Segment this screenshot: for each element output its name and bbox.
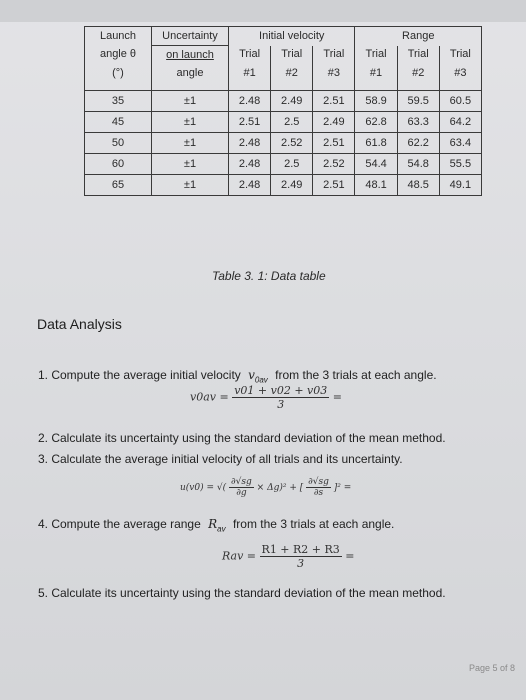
header-trial-number: #2: [271, 64, 313, 82]
formula-uncertainty: [180, 477, 351, 498]
cell-velocity: 2.51: [313, 175, 355, 196]
cell-velocity: 2.52: [313, 154, 355, 175]
header-trial-number: #1: [229, 64, 271, 82]
table-header-row: [85, 64, 482, 82]
cell-angle: 35: [85, 91, 152, 112]
header-trial-word: Trial: [355, 46, 397, 65]
formula-2-mid: × Δg)² + [: [256, 483, 304, 493]
table-caption: Table 3. 1: Data table: [212, 269, 326, 283]
step-4-subscript: av: [217, 524, 226, 534]
formula-1-fraction: [232, 384, 329, 411]
cell-range: 48.1: [355, 175, 397, 196]
formula-2-term2-num: ∂√sg: [308, 477, 329, 487]
formula-2-term1: [229, 477, 254, 498]
formula-1-lhs: v0av =: [190, 390, 229, 404]
cell-velocity: 2.51: [313, 91, 355, 112]
step-1-end: from the 3 trials at each angle.: [275, 368, 437, 382]
step-4-text: 4. Compute the average range: [38, 517, 201, 531]
header-trial-word: Trial: [397, 46, 439, 65]
cell-range: 54.4: [355, 154, 397, 175]
formula-3-fraction: [260, 543, 342, 570]
step-4-symbol: R: [208, 517, 218, 531]
table-row: [85, 175, 482, 196]
cell-uncertainty: ±1: [152, 154, 229, 175]
cell-range: 58.9: [355, 91, 397, 112]
cell-velocity: 2.48: [229, 133, 271, 154]
header-trial-word: Trial: [229, 46, 271, 65]
formula-3-lhs: Rav =: [222, 549, 257, 563]
cell-range: 63.3: [397, 112, 439, 133]
header-launch-3: (°): [85, 64, 152, 82]
step-5: 5. Calculate its uncertainty using the standard deviation of the mean method.: [38, 586, 446, 600]
step-4-end: from the 3 trials at each angle.: [232, 517, 395, 531]
formula-average-range: [222, 543, 355, 570]
step-1-symbol: v: [248, 368, 255, 382]
table-row: [85, 91, 482, 112]
header-range: Range: [355, 27, 482, 46]
header-uncertainty-1: Uncertainty: [152, 27, 229, 46]
header-trial-word: Trial: [439, 46, 481, 65]
cell-velocity: 2.5: [271, 112, 313, 133]
cell-uncertainty: ±1: [152, 175, 229, 196]
cell-range: 62.8: [355, 112, 397, 133]
header-launch-1: Launch: [85, 27, 152, 46]
header-trial-number: #2: [397, 64, 439, 82]
formula-3-numerator: R1 + R2 + R3: [261, 543, 340, 556]
table-spacer-row: [85, 82, 482, 91]
formula-3-tail: =: [345, 549, 355, 563]
cell-velocity: 2.49: [313, 112, 355, 133]
cell-velocity: 2.48: [229, 154, 271, 175]
page-number: Page 5 of 8: [469, 663, 516, 673]
header-uncertainty-2: on launch: [152, 46, 229, 65]
formula-2-term1-num: ∂√sg: [231, 477, 252, 487]
formula-2-term2: [306, 477, 331, 498]
cell-range: 61.8: [355, 133, 397, 154]
formula-1-numerator: v01 + v02 + v03: [234, 384, 328, 397]
header-trial-word: Trial: [271, 46, 313, 65]
previous-page-edge: [0, 0, 526, 22]
cell-velocity: 2.51: [229, 112, 271, 133]
table-row: [85, 112, 482, 133]
table-row: [85, 133, 482, 154]
cell-angle: 50: [85, 133, 152, 154]
section-title: Data Analysis: [37, 316, 122, 332]
formula-2-lhs: u(v0) = √(: [180, 483, 227, 493]
cell-range: 48.5: [397, 175, 439, 196]
formula-1-tail: =: [332, 390, 342, 404]
header-trial-number: #3: [439, 64, 481, 82]
cell-range: 59.5: [397, 91, 439, 112]
formula-average-velocity: [190, 384, 342, 411]
cell-range: 55.5: [439, 154, 481, 175]
data-table: [84, 26, 482, 196]
cell-angle: 45: [85, 112, 152, 133]
cell-velocity: 2.49: [271, 175, 313, 196]
step-1-text: 1. Compute the average initial velocity: [38, 368, 241, 382]
formula-2-term2-den: ∂s: [313, 488, 324, 498]
header-launch-2: angle θ: [85, 46, 152, 65]
table-header-row: [85, 27, 482, 46]
cell-range: 64.2: [439, 112, 481, 133]
formula-3-denominator: 3: [297, 557, 305, 570]
cell-angle: 65: [85, 175, 152, 196]
cell-uncertainty: ±1: [152, 112, 229, 133]
cell-velocity: 2.5: [271, 154, 313, 175]
cell-range: 62.2: [397, 133, 439, 154]
cell-velocity: 2.49: [271, 91, 313, 112]
cell-velocity: 2.48: [229, 175, 271, 196]
header-initial-velocity: Initial velocity: [229, 27, 355, 46]
cell-velocity: 2.48: [229, 91, 271, 112]
cell-range: 54.8: [397, 154, 439, 175]
table-row: [85, 154, 482, 175]
formula-2-term1-den: ∂g: [236, 488, 247, 498]
cell-velocity: 2.51: [313, 133, 355, 154]
header-trial-number: #3: [313, 64, 355, 82]
cell-range: 63.4: [439, 133, 481, 154]
step-1-subscript: 0av: [254, 375, 268, 385]
step-1: [38, 368, 437, 384]
formula-1-denominator: 3: [277, 398, 285, 411]
header-uncertainty-3: angle: [152, 64, 229, 82]
cell-uncertainty: ±1: [152, 91, 229, 112]
formula-2-tail: ]² =: [333, 483, 352, 493]
table-header-row: [85, 46, 482, 65]
step-3: 3. Calculate the average initial velocity of all trials and its uncertainty.: [38, 452, 403, 466]
cell-uncertainty: ±1: [152, 133, 229, 154]
step-2: 2. Calculate its uncertainty using the standard deviation of the mean method.: [38, 431, 446, 445]
step-4: [38, 517, 394, 533]
cell-angle: 60: [85, 154, 152, 175]
cell-velocity: 2.52: [271, 133, 313, 154]
header-trial-word: Trial: [313, 46, 355, 65]
header-trial-number: #1: [355, 64, 397, 82]
cell-range: 60.5: [439, 91, 481, 112]
cell-range: 49.1: [439, 175, 481, 196]
